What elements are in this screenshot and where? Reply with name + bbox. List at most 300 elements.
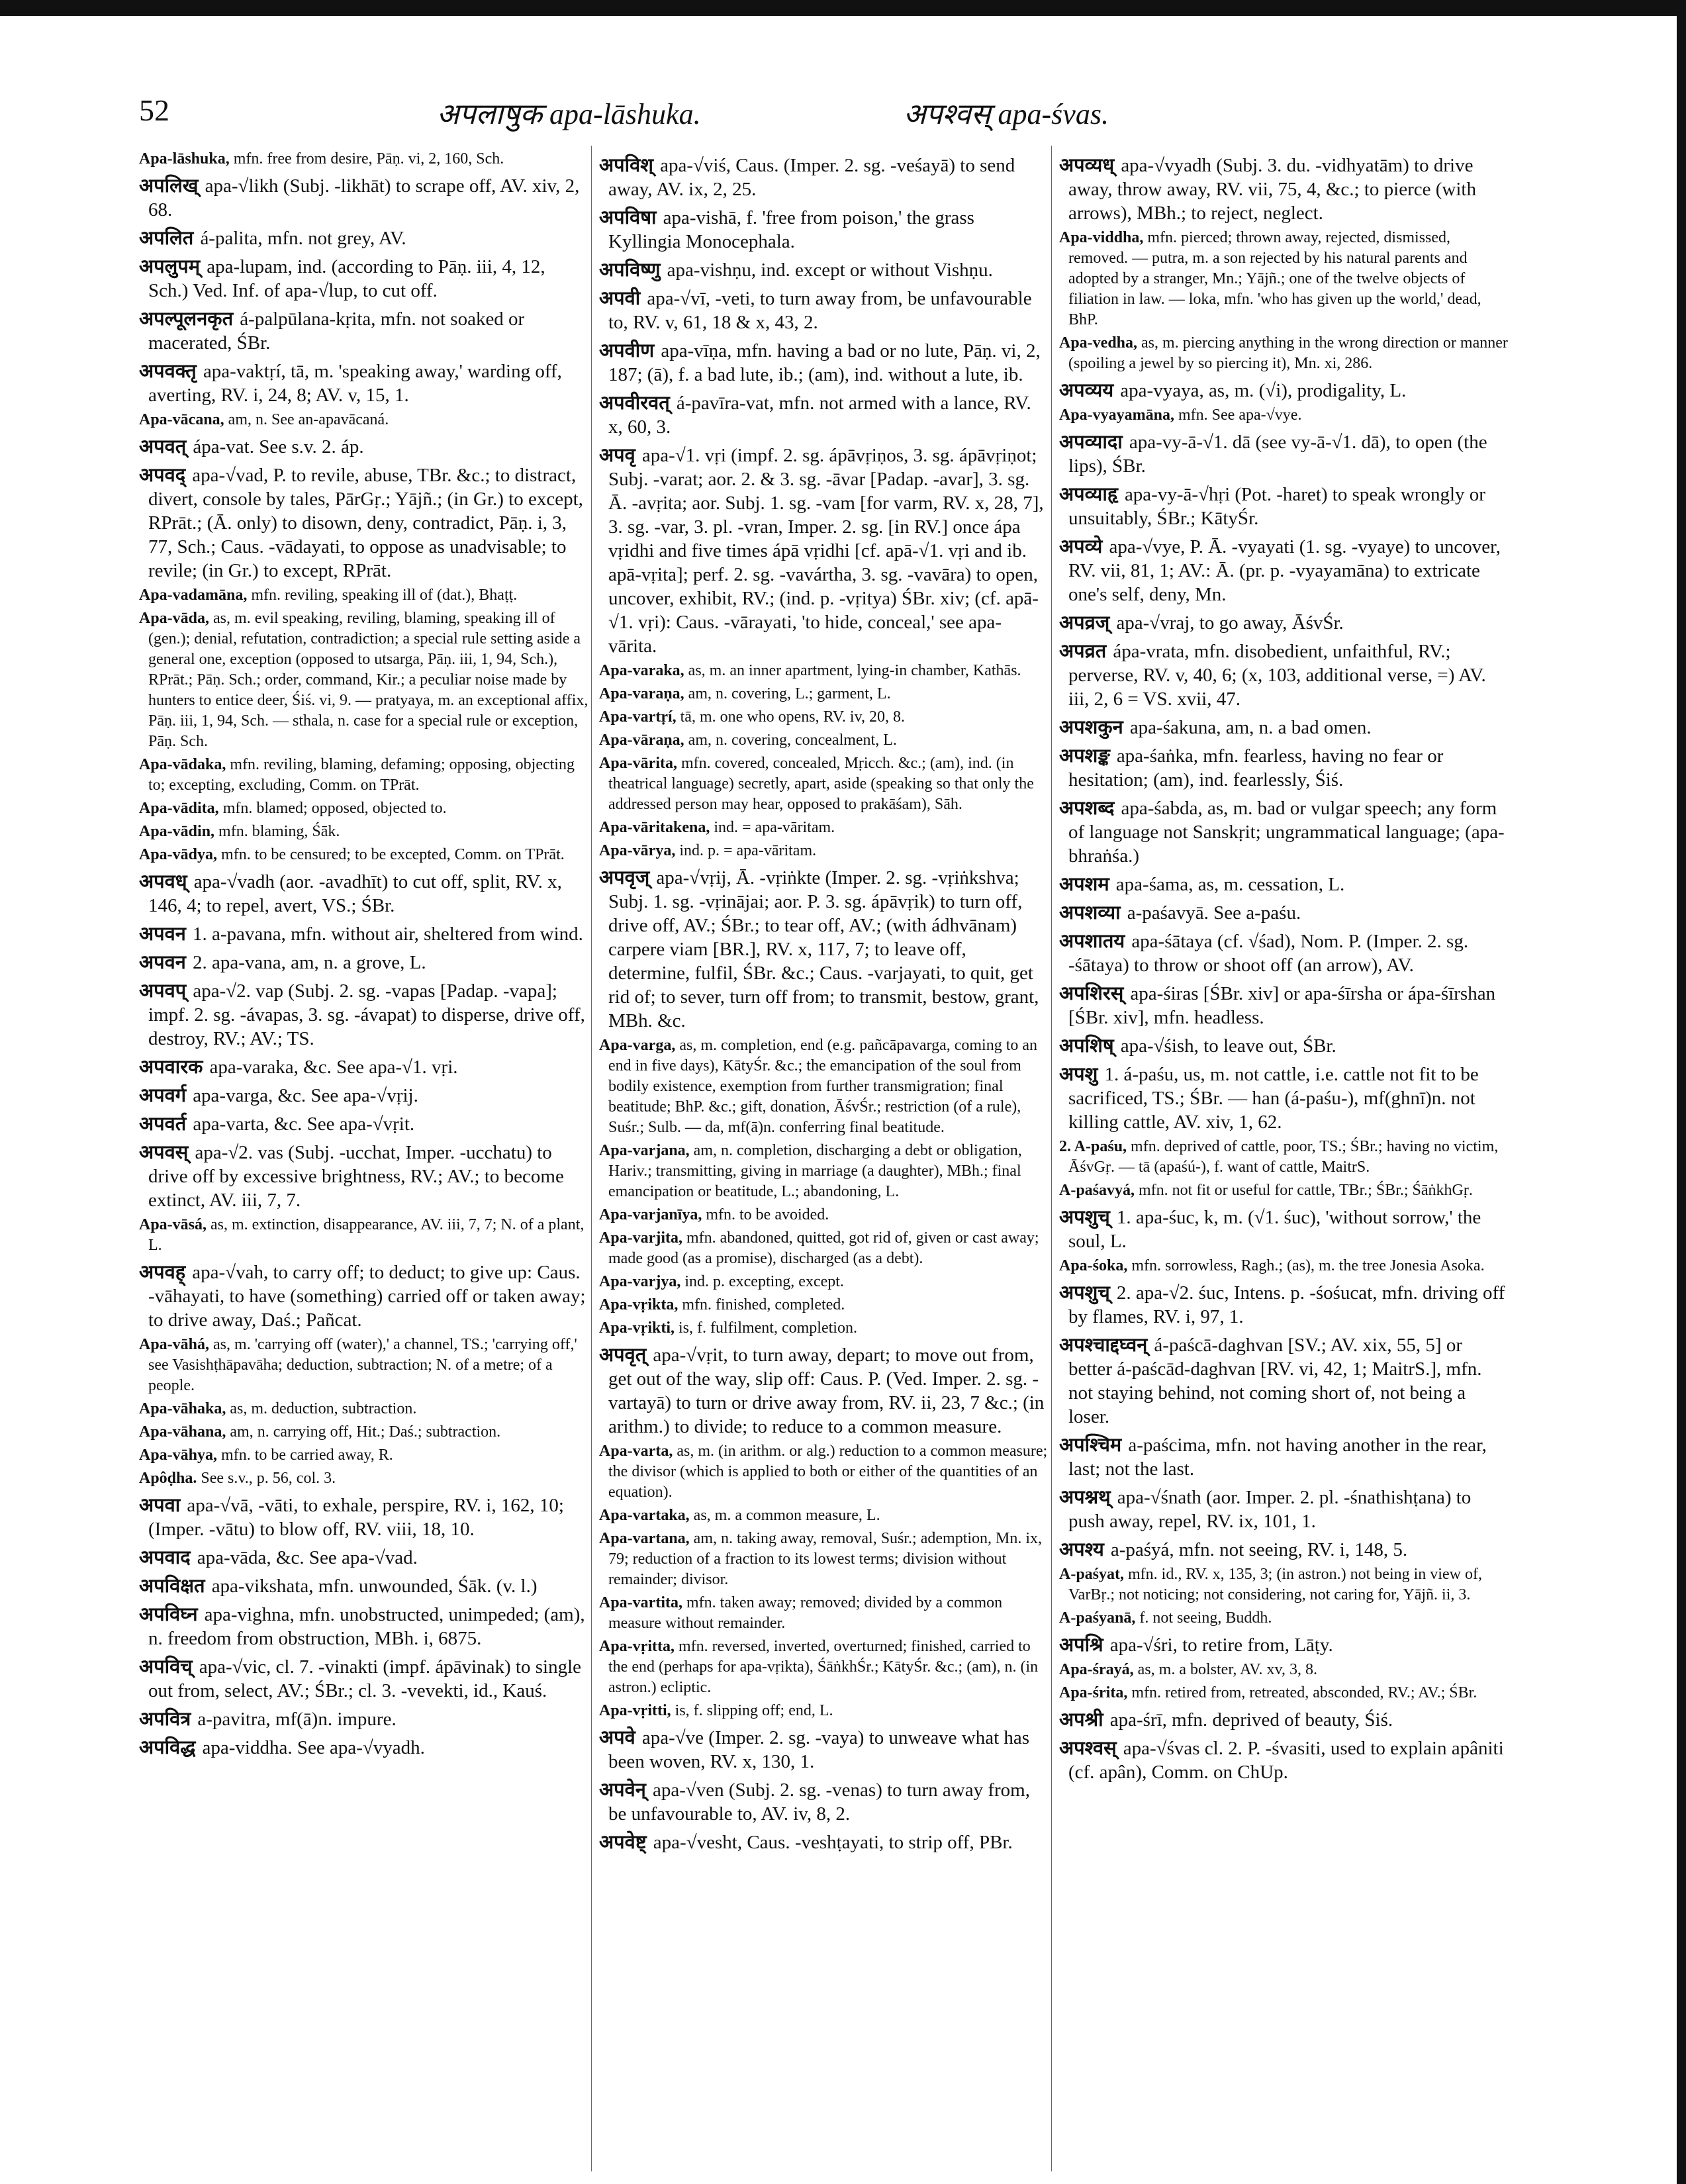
definition-text: mfn. covered, concealed, Mṛicch. &c.; (am), ind. (in theatrical language) secretly, apart, aside (speaking so that only the addressed person may hear, opposed to prakāśam), Sāh. xyxy=(608,755,1034,813)
sub-entry xyxy=(599,1295,1049,1315)
definition-text: as, m. deduction, subtraction. xyxy=(230,1400,417,1417)
headword: Apa-varaṇa, xyxy=(599,685,688,702)
definition-text: tā, m. one who opens, RV. iv, 20, 8. xyxy=(680,708,906,726)
headword: A-paśyanā, xyxy=(1059,1609,1140,1627)
sub-entry xyxy=(599,1701,1049,1721)
devanagari-headword: अपविषा xyxy=(599,206,663,228)
sub-entry xyxy=(1059,1683,1509,1703)
definition-text: apa-vīṇa, mfn. having a bad or no lute, Pāṇ. vi, 2, 187; (ā), f. a bad lute, ib.; (am), ind. without a lute, ib. xyxy=(608,340,1041,385)
sub-entry xyxy=(599,730,1049,751)
definition-text: mfn. finished, completed. xyxy=(682,1296,845,1313)
headword: Apa-vāsá, xyxy=(139,1216,211,1233)
main-entry xyxy=(139,173,589,222)
devanagari-headword: अपशुच् xyxy=(1059,1206,1117,1228)
definition-text: apa-√vī, -veti, to turn away from, be unfavourable to, RV. v, 61, 18 & x, 43, 2. xyxy=(608,288,1032,333)
definition-text: apa-√vye, P. Ā. -vyayati (1. sg. -vyaye) to uncover, RV. vii, 81, 1; AV.: Ā. (pr. p. -vyayamāna) to extricate one's self, deny, Mn. xyxy=(1068,536,1501,605)
devanagari-headword: अपव्याहृ xyxy=(1059,483,1125,505)
devanagari-headword: अपविच् xyxy=(139,1655,199,1678)
devanagari-headword: अपशम xyxy=(1059,873,1116,895)
headword: Apa-vāhya, xyxy=(139,1447,222,1464)
main-entry xyxy=(1059,1736,1509,1784)
headword: Apa-varjana, xyxy=(599,1142,694,1159)
sub-entry xyxy=(1059,1608,1509,1629)
devanagari-headword: अपविक्षत xyxy=(139,1574,212,1597)
column-divider xyxy=(1051,146,1052,2171)
definition-text: apa-śama, as, m. cessation, L. xyxy=(1115,874,1345,895)
headword: Apa-vādaka, xyxy=(139,756,230,773)
definition-text: apa-√vṛij, Ā. -vṛiṅkte (Imper. 2. sg. -vṛiṅkshva; Subj. 1. sg. -vṛinājai; aor. P. 3. sg. ápāvṛik) to turn off, drive off, AV.; ŚBr.; to tear off, AV.; (with ádhvānam) carpere viam [BR.], RV. x, 117, 7; to leave off, determine, fulfil, ŚBr. &c.; Caus. -varjayati, to quit, get rid of; to sever, turn off from; to transmit, bestow, grant, MBh. &c. xyxy=(608,867,1039,1031)
main-entry xyxy=(1059,610,1509,635)
definition-text: mfn. free from desire, Pāṇ. vi, 2, 160, Sch. xyxy=(233,150,504,167)
devanagari-headword: अपवृज् xyxy=(599,866,657,888)
main-entry xyxy=(1059,1433,1509,1481)
devanagari-headword: अपवध् xyxy=(139,870,194,892)
definition-text: apa-śātaya (cf. √śad), Nom. P. (Imper. 2. sg. -śātaya) to throw or shoot off (an arrow), AV. xyxy=(1068,931,1469,976)
devanagari-headword: अपशब्द xyxy=(1059,796,1121,819)
headword: Apa-vārya, xyxy=(599,842,680,859)
definition-text: is, f. slipping off; end, L. xyxy=(675,1702,833,1719)
definition-text: apa-√2. vap (Subj. 2. sg. -vapas [Padap. -vapa]; impf. 2. sg. -ávapas, 3. sg. -ávapat) to disperse, drive off, destroy, RV.; AV.; TS. xyxy=(148,980,585,1049)
sub-entry xyxy=(599,1637,1049,1698)
devanagari-headword: अपश्चाद्दघ्वन् xyxy=(1059,1333,1154,1356)
definition-text: apa-√vic, cl. 7. -vinakti (impf. ápāvinak) to single out from, select, AV.; ŚBr.; cl. 3. -vevekti, id., Kauś. xyxy=(148,1656,581,1701)
definition-text: apa-śabda, as, m. bad or vulgar speech; any form of language not Sanskṛit; ungrammatical language; (apa-bhraṅśa.) xyxy=(1068,798,1505,867)
headword: Apa-varjanīya, xyxy=(599,1206,706,1223)
main-entry xyxy=(1059,430,1509,478)
headword: Apa-śrayá, xyxy=(1059,1661,1138,1678)
sub-entry xyxy=(1059,1180,1509,1201)
devanagari-headword: अपशिष् xyxy=(1059,1034,1121,1057)
definition-text: mfn. deprived of cattle, poor, TS.; ŚBr.; having no victim, ĀśvGṛ. — tā (apaśú-), f. want of cattle, MaitrS. xyxy=(1068,1138,1499,1176)
definition-text: mfn. to be carried away, R. xyxy=(221,1447,393,1464)
main-entry xyxy=(599,443,1049,658)
devanagari-headword: अपव्रत xyxy=(1059,640,1113,662)
definition-text: is, f. fulfilment, completion. xyxy=(679,1319,857,1337)
definition-text: mfn. to be avoided. xyxy=(706,1206,829,1223)
main-entry xyxy=(139,463,589,583)
devanagari-headword: अपवे xyxy=(599,1726,642,1748)
column-divider xyxy=(591,146,592,2171)
sub-entry xyxy=(139,1422,589,1443)
main-entry xyxy=(1059,1537,1509,1562)
main-entry xyxy=(139,950,589,974)
headword: Apa-vedha, xyxy=(1059,334,1142,352)
definition-text: ind. = apa-vāritam. xyxy=(714,819,835,836)
devanagari-headword: अपशव्या xyxy=(1059,901,1127,924)
main-entry xyxy=(599,1830,1049,1854)
sub-entry xyxy=(139,845,589,865)
sub-entry xyxy=(599,1318,1049,1339)
definition-text: 1. apa-śuc, k, m. (√1. śuc), 'without sorrow,' the soul, L. xyxy=(1068,1207,1481,1252)
definition-text: apa-√śri, to retire from, Lāṭy. xyxy=(1109,1635,1333,1656)
devanagari-headword: अपविद्ध xyxy=(139,1736,203,1758)
definition-text: apa-śrī, mfn. deprived of beauty, Śiś. xyxy=(1109,1709,1393,1731)
devanagari-headword: अपश्वस् xyxy=(1059,1736,1123,1759)
main-entry xyxy=(599,286,1049,334)
devanagari-headword: अपवृ xyxy=(599,444,642,466)
definition-text: á-palpūlana-kṛita, mfn. not soaked or macerated, ŚBr. xyxy=(148,309,525,354)
definition-text: mfn. sorrowless, Ragh.; (as), m. the tree Jonesia Asoka. xyxy=(1131,1257,1485,1274)
definition-text: 2. apa-√2. śuc, Intens. p. -śośucat, mfn. driving off by flames, RV. i, 97, 1. xyxy=(1068,1282,1505,1327)
sub-entry xyxy=(1059,1256,1509,1276)
definition-text: apa-vāda, &c. See apa-√vad. xyxy=(197,1547,418,1568)
main-entry xyxy=(139,359,589,407)
devanagari-headword: अपवा xyxy=(139,1494,187,1516)
headword: Apôḍha. xyxy=(139,1470,201,1487)
headword: Apa-vāritakena, xyxy=(599,819,714,836)
main-entry xyxy=(1059,1280,1509,1329)
main-entry xyxy=(139,1735,589,1760)
headword: Apa-vyayamāna, xyxy=(1059,406,1179,424)
definition-text: apa-varaka, &c. See apa-√1. vṛi. xyxy=(209,1057,458,1078)
sub-entry xyxy=(139,1468,589,1489)
devanagari-headword: अपलिख् xyxy=(139,174,205,197)
definition-text: am, n. covering, concealment, L. xyxy=(688,732,897,749)
devanagari-headword: अपशकुन xyxy=(1059,716,1130,738)
main-entry xyxy=(139,1140,589,1212)
main-entry xyxy=(1059,743,1509,792)
headword: Apa-vārita, xyxy=(599,755,681,772)
main-entry xyxy=(139,254,589,303)
definition-text: a-pavitra, mf(ā)n. impure. xyxy=(197,1709,397,1730)
definition-text: am, n. taking away, removal, Suśr.; ademption, Mn. ix, 79; reduction of a fraction to its lowest terms; division without remainder; divisor. xyxy=(608,1530,1043,1588)
main-entry xyxy=(599,153,1049,201)
headword: Apa-vāraṇa, xyxy=(599,732,688,749)
devanagari-headword: अपव्रज् xyxy=(1059,611,1117,634)
definition-text: mfn. to be censured; to be excepted, Comm. on TPrāt. xyxy=(221,846,565,863)
headword: Apa-vāda, xyxy=(139,610,214,627)
devanagari-headword: अपशातय xyxy=(1059,929,1132,952)
devanagari-headword: अपश्री xyxy=(1059,1708,1110,1731)
definition-text: am, n. carrying off, Hit.; Daś.; subtraction. xyxy=(230,1423,501,1441)
main-entry xyxy=(599,1343,1049,1439)
definition-text: apa-vighna, mfn. unobstructed, unimpeded; (am), n. freedom from obstruction, MBh. i, 6875. xyxy=(148,1604,585,1649)
definition-text: as, m. a common measure, L. xyxy=(693,1507,880,1524)
main-entry xyxy=(1059,153,1509,225)
devanagari-headword: अपविघ्न xyxy=(139,1603,205,1625)
sub-entry xyxy=(139,149,589,169)
sub-entry xyxy=(139,1215,589,1256)
sub-entry xyxy=(599,1141,1049,1202)
dictionary-column-2 xyxy=(599,149,1049,2168)
devanagari-headword: अपवेन् xyxy=(599,1778,653,1801)
main-entry xyxy=(1059,981,1509,1029)
sub-entry xyxy=(599,818,1049,838)
devanagari-headword: अपवीरवत् xyxy=(599,391,677,414)
main-entry xyxy=(139,1654,589,1703)
definition-text: apa-viddha. See apa-√vyadh. xyxy=(202,1737,425,1758)
headword: Apa-śrita, xyxy=(1059,1684,1132,1701)
definition-text: ind. p. = apa-vāritam. xyxy=(679,842,817,859)
main-entry xyxy=(1059,900,1509,925)
main-entry xyxy=(599,865,1049,1033)
sub-entry xyxy=(599,1272,1049,1292)
definition-text: as, m. evil speaking, reviling, blaming, speaking ill of (gen.); denial, refutation, contradiction; a special rule setting aside a general one, exception (opposed to utsarga, Pāṇ. iii, 1, 94, Sch.), RPrāt.; Pāṇ. Sch.; order, command, Kir.; a peculiar noise made by hunters to entice deer, Śiś. vi, 9. — pratyaya, m. an exceptional affix, Pāṇ. iii, 1, 94, Sch. — sthala, n. case for a special rule or exception, Pāṇ. Sch. xyxy=(148,610,588,750)
sub-entry xyxy=(599,1593,1049,1634)
devanagari-headword: अपवेष्ट् xyxy=(599,1830,653,1853)
definition-text: apa-vishā, f. 'free from poison,' the grass Kyllingia Monocephala. xyxy=(608,207,974,252)
headword: Apa-varga, xyxy=(599,1037,680,1054)
main-entry xyxy=(599,1725,1049,1774)
sub-entry xyxy=(599,707,1049,728)
headword: Apa-vādita, xyxy=(139,800,223,817)
definition-text: mfn. reviling, speaking ill of (dat.), Bhaṭṭ. xyxy=(251,587,518,604)
definition-text: mfn. blaming, Śāk. xyxy=(218,823,340,840)
headword: Apa-vāhá, xyxy=(139,1336,214,1353)
definition-text: á-pavīra-vat, mfn. not armed with a lance, RV. x, 60, 3. xyxy=(608,393,1031,438)
sub-entry xyxy=(139,822,589,842)
devanagari-headword: अपवन xyxy=(139,922,193,945)
definition-text: a-paśyá, mfn. not seeing, RV. i, 148, 5. xyxy=(1110,1539,1408,1560)
definition-text: apa-vishṇu, ind. except or without Vishṇu. xyxy=(667,260,993,281)
devanagari-headword: अपवद् xyxy=(139,463,193,486)
definition-text: am, n. See an-apavācaná. xyxy=(228,411,389,428)
devanagari-headword: अपश्नथ् xyxy=(1059,1486,1117,1508)
headword: Apa-vṛitti, xyxy=(599,1702,675,1719)
sub-entry xyxy=(599,1441,1049,1503)
definition-text: apa-√śnath (aor. Imper. 2. pl. -śnathishṭana) to push away, repel, RV. ix, 101, 1. xyxy=(1068,1487,1472,1532)
main-entry xyxy=(139,1055,589,1079)
definition-text: apa-√vesht, Caus. -veshṭayati, to strip off, PBr. xyxy=(653,1832,1013,1853)
devanagari-headword: अपल्पूलनकृत xyxy=(139,307,240,330)
devanagari-headword: अपवर्त xyxy=(139,1112,193,1135)
headword: Apa-lāshuka, xyxy=(139,150,234,167)
devanagari-headword: अपवी xyxy=(599,287,647,309)
definition-text: apa-√1. vṛi (impf. 2. sg. ápāvṛiṇos, 3. sg. ápāvṛiṇot; Subj. -varat; aor. 2. & 3. sg. -āvar [Padap. -avar], 3. sg. Ā. -avṛita; aor. Subj. 1. sg. -vam [for varm, RV. x, 28, 7], 3. sg. -var, 3. pl. -vran, Imper. 2. sg. [in RV.] once ápa vṛidhi and five times ápā vṛidhi [cf. apā-√1. vṛi and ib. apā-vṛita]; perf. 2. sg. -vavártha, 3. sg. -vavāra) to open, uncover, exhibit, RV.; (ind. p. -vṛitya) ŚBr. xiv; (cf. apā-√1. vṛi): Caus. -vārayati, 'to hide, conceal,' see apa-vārita. xyxy=(608,445,1044,657)
sub-entry xyxy=(139,1445,589,1466)
definition-text: mfn. not fit or useful for cattle, TBr.; ŚBr.; ŚāṅkhGṛ. xyxy=(1139,1182,1473,1199)
definition-text: mfn. retired from, retreated, absconded, RV.; AV.; ŚBr. xyxy=(1131,1684,1477,1701)
devanagari-headword: अपवीण xyxy=(599,339,661,361)
sub-entry xyxy=(139,798,589,819)
definition-text: f. not seeing, Buddh. xyxy=(1139,1609,1272,1627)
definition-text: mfn. reversed, inverted, overturned; finished, carried to the end (perhaps for apa-vṛikta), ŚāṅkhŚr.; KātyŚr. &c.; (am), n. (in astron.) ecliptic. xyxy=(608,1638,1039,1696)
devanagari-headword: अपवक्तृ xyxy=(139,359,203,382)
devanagari-headword: अपशुच् xyxy=(1059,1281,1117,1304)
devanagari-headword: अपवन xyxy=(139,951,193,973)
definition-text: á-paścā-daghvan [SV.; AV. xix, 55, 5] or better á-paścād-daghvan [RV. vi, 42, 1; MaitrS.], mfn. not staying behind, not coming short of, not being a loser. xyxy=(1068,1335,1482,1427)
main-entry xyxy=(1059,1062,1509,1134)
main-entry xyxy=(139,1112,589,1136)
sub-entry xyxy=(599,1035,1049,1138)
definition-text: ápa-vrata, mfn. disobedient, unfaithful, RV.; perverse, RV. v, 40, 6; (x, 103, additional verse, =) AV. iii, 2, 6 = VS. xvii, 47. xyxy=(1068,641,1486,710)
sub-entry xyxy=(139,410,589,430)
definition-text: as, m. 'carrying off (water),' a channel, TS.; 'carrying off,' see Vasishṭhāpavāha; deduction, subtraction; N. of a metre; of a people. xyxy=(148,1336,577,1394)
main-entry xyxy=(139,1493,589,1541)
definition-text: mfn. id., RV. x, 135, 3; (in astron.) not being in view of, VarBṛ.; not noticing; not considering, not caring for, Yājñ. ii, 3. xyxy=(1068,1566,1482,1603)
main-entry xyxy=(1059,534,1509,606)
definition-text: apa-vy-ā-√hṛi (Pot. -haret) to speak wrongly or unsuitably, ŚBr.; KātyŚr. xyxy=(1068,484,1485,529)
main-entry xyxy=(1059,1205,1509,1253)
main-entry xyxy=(139,434,589,459)
definition-text: apa-vyaya, as, m. (√i), prodigality, L. xyxy=(1120,380,1407,401)
definition-text: mfn. reviling, blaming, defaming; opposing, objecting to; excepting, excluding, Comm. on TPrāt. xyxy=(148,756,575,794)
definition-text: mfn. pierced; thrown away, rejected, dismissed, removed. — putra, m. a son rejected by his natural parents and adopted by a stranger, Mn.; Yājñ.; one of the twelve objects of filiation in law. — loka, mfn. 'who has given up the world,' dead, BhP. xyxy=(1068,229,1481,328)
definition-text: apa-vy-ā-√1. dā (see vy-ā-√1. dā), to open (the lips), ŚBr. xyxy=(1068,432,1487,477)
sub-entry xyxy=(1059,1137,1509,1178)
headword: Apa-vartṛí, xyxy=(599,708,680,726)
devanagari-headword: अपविश् xyxy=(599,154,661,176)
sub-entry xyxy=(599,1529,1049,1590)
definition-text: apa-√2. vas (Subj. -ucchat, Imper. -ucchatu) to drive off by excessive brightness, RV.; AV.; to become extinct, AV. iii, 7, 7. xyxy=(148,1142,564,1211)
main-entry xyxy=(139,226,589,250)
main-entry xyxy=(139,1707,589,1731)
devanagari-headword: अपशिरस् xyxy=(1059,982,1131,1004)
devanagari-headword: अपवप् xyxy=(139,979,193,1002)
headword: Apa-vadamāna, xyxy=(139,587,252,604)
definition-text: apa-vaktṛí, tā, m. 'speaking away,' warding off, averting, RV. i, 24, 8; AV. v, 15, 1. xyxy=(148,361,562,406)
main-entry xyxy=(1059,872,1509,896)
definition-text: apa-√vyadh (Subj. 3. du. -vidhyatām) to drive away, throw away, RV. vii, 75, 4, &c.; to pierce (with arrows), MBh.; to reject, neglect. xyxy=(1068,155,1476,224)
main-entry xyxy=(1059,482,1509,530)
definition-text: am, n. covering, L.; garment, L. xyxy=(688,685,891,702)
headword: Apa-vṛikti, xyxy=(599,1319,679,1337)
sub-entry xyxy=(1059,1564,1509,1605)
headword: Apa-vartita, xyxy=(599,1594,686,1611)
main-entry xyxy=(139,1083,589,1108)
headword: Apa-vādya, xyxy=(139,846,222,863)
headword: Apa-vṛitta, xyxy=(599,1638,679,1655)
scan-top-edge xyxy=(0,0,1686,16)
sub-entry xyxy=(1059,228,1509,330)
devanagari-headword: अपवत् xyxy=(139,435,193,457)
sub-entry xyxy=(599,1228,1049,1269)
devanagari-headword: अपव्ये xyxy=(1059,535,1109,557)
main-entry xyxy=(599,391,1049,439)
sub-entry xyxy=(139,585,589,606)
definition-text: apa-śiras [ŚBr. xiv] or apa-śīrsha or ápa-śīrshan [ŚBr. xiv], mfn. headless. xyxy=(1068,983,1496,1028)
devanagari-headword: अपव्यादा xyxy=(1059,430,1129,453)
main-entry xyxy=(139,1574,589,1598)
sub-entry xyxy=(599,661,1049,681)
sub-entry xyxy=(599,684,1049,704)
devanagari-headword: अपवित्र xyxy=(139,1707,198,1730)
definition-text: apa-√likh (Subj. -likhāt) to scrape off, AV. xiv, 2, 68. xyxy=(148,175,580,220)
main-entry xyxy=(1059,639,1509,711)
running-head-left: अपलाषुक apa-lāshuka. xyxy=(437,98,701,130)
headword: Apa-varjya, xyxy=(599,1273,685,1290)
headword: Apa-śoka, xyxy=(1059,1257,1132,1274)
definition-text: apa-śakuna, am, n. a bad omen. xyxy=(1129,717,1372,738)
sub-entry xyxy=(599,841,1049,861)
sub-entry xyxy=(139,1335,589,1396)
definition-text: apa-vikshata, mfn. unwounded, Śāk. (v. l.) xyxy=(211,1576,538,1597)
headword: Apa-vṛikta, xyxy=(599,1296,682,1313)
dictionary-column-1 xyxy=(139,149,589,2168)
definition-text: 1. a-pavana, mfn. without air, sheltered from wind. xyxy=(192,924,583,945)
definition-text: apa-√vah, to carry off; to deduct; to give up: Caus. -vāhayati, to have (something) carried off or taken away; to drive away, Daś.; Pañcat. xyxy=(148,1262,586,1331)
main-entry xyxy=(139,1602,589,1650)
devanagari-headword: अपश्चिम xyxy=(1059,1433,1129,1456)
definition-text: a-paścima, mfn. not having another in the rear, last; not the last. xyxy=(1068,1435,1487,1480)
headword: Apa-varjita, xyxy=(599,1229,686,1247)
devanagari-headword: अपश्रि xyxy=(1059,1633,1110,1656)
main-entry xyxy=(599,338,1049,387)
sub-entry xyxy=(599,1505,1049,1526)
main-entry xyxy=(139,922,589,946)
main-entry xyxy=(1059,1333,1509,1429)
devanagari-headword: अपश्य xyxy=(1059,1538,1111,1560)
devanagari-headword: अपविष्णु xyxy=(599,258,667,281)
page-header xyxy=(139,93,1516,146)
running-head-right: अपश्वस् apa-śvas. xyxy=(904,98,1109,130)
main-entry xyxy=(139,307,589,355)
sub-entry xyxy=(1059,405,1509,426)
devanagari-headword: अपव्यध् xyxy=(1059,154,1121,176)
definition-text: apa-√śish, to leave out, ŚBr. xyxy=(1120,1035,1336,1057)
headword: Apa-viddha, xyxy=(1059,229,1148,246)
definition-text: 1. á-paśu, us, m. not cattle, i.e. cattle not fit to be sacrificed, TS.; ŚBr. — han (á-paśu-), mf(ghnī)n. not killing cattle, AV. xiv, 1, 62. xyxy=(1068,1064,1479,1133)
main-entry xyxy=(1059,715,1509,739)
headword: Apa-vāhana, xyxy=(139,1423,230,1441)
devanagari-headword: अपवाद xyxy=(139,1546,197,1568)
definition-text: apa-lupam, ind. (according to Pāṇ. iii, 4, 12, Sch.) Ved. Inf. of apa-√lup, to cut off. xyxy=(148,256,545,301)
devanagari-headword: अपलुपम् xyxy=(139,255,207,277)
devanagari-headword: अपवृत् xyxy=(599,1343,653,1366)
definition-text: apa-√vraj, to go away, ĀśvŚr. xyxy=(1116,612,1344,634)
scan-right-edge xyxy=(1677,0,1686,2184)
main-entry xyxy=(1059,796,1509,868)
main-entry xyxy=(139,869,589,918)
devanagari-headword: अपवारक xyxy=(139,1055,210,1078)
sub-entry xyxy=(139,755,589,796)
definition-text: as, m. extinction, disappearance, AV. iii, 7, 7; N. of a plant, L. xyxy=(148,1216,585,1254)
page-number: 52 xyxy=(139,93,169,127)
definition-text: as, m. a bolster, AV. xv, 3, 8. xyxy=(1137,1661,1317,1678)
definition-text: apa-√vad, P. to revile, abuse, TBr. &c.; to distract, divert, console by tales, PārGṛ.; Yājñ.; (in Gr.) to except, RPrāt.; (Ā. only) to disown, deny, contradict, Pāṇ. i, 3, 77, Sch.; Caus. -vādayati, to oppose as unadvisable; to revile; (in Gr.) to except, RPrāt. xyxy=(148,465,583,581)
definition-text: 2. apa-vana, am, n. a grove, L. xyxy=(192,952,426,973)
devanagari-headword: अपशु xyxy=(1059,1063,1105,1085)
headword: Apa-vācana, xyxy=(139,411,228,428)
headword: Apa-vartaka, xyxy=(599,1507,694,1524)
dictionary-column-3 xyxy=(1059,149,1509,2168)
devanagari-headword: अपवस् xyxy=(139,1141,195,1163)
main-entry xyxy=(1059,1633,1509,1657)
definition-text: as, m. completion, end (e.g. pañcāpavarga, coming to an end in five days), KātyŚr. &c.; the emancipation of the soul from bodily existence, exemption from further transmigration; final beatitude; BhP. &c.; gift, donation, ĀśvŚr.; restriction (of a rule), Suśr.; Sulb. — da, mf(ā)n. conferring final beatitude. xyxy=(608,1037,1038,1136)
main-entry xyxy=(139,1260,589,1332)
headword: 2. A-paśu, xyxy=(1059,1138,1131,1155)
definition-text: á-palita, mfn. not grey, AV. xyxy=(200,228,406,249)
definition-text: ápa-vat. See s.v. 2. áp. xyxy=(193,436,364,457)
headword: Apa-varaka, xyxy=(599,662,688,679)
headword: Apa-varta, xyxy=(599,1443,677,1460)
main-entry xyxy=(1059,929,1509,977)
sub-entry xyxy=(1059,333,1509,374)
devanagari-headword: अपशङ्क xyxy=(1059,744,1117,767)
devanagari-headword: अपवह् xyxy=(139,1260,193,1283)
main-entry xyxy=(599,1778,1049,1826)
sub-entry xyxy=(139,1399,589,1419)
definition-text: mfn. abandoned, quitted, got rid of, given or cast away; made good (as a promise), discharged (as a debt). xyxy=(608,1229,1039,1267)
sub-entry xyxy=(1059,1660,1509,1680)
definition-text: apa-√ve (Imper. 2. sg. -vaya) to unweave what has been woven, RV. x, 130, 1. xyxy=(608,1727,1030,1772)
sub-entry xyxy=(139,608,589,752)
definition-text: a-paśavyā. See a-paśu. xyxy=(1127,902,1301,924)
headword: Apa-vāhaka, xyxy=(139,1400,230,1417)
headword: A-paśyat, xyxy=(1059,1566,1129,1583)
main-entry xyxy=(139,978,589,1051)
definition-text: See s.v., p. 56, col. 3. xyxy=(201,1470,336,1487)
definition-text: apa-varga, &c. See apa-√vṛij. xyxy=(193,1085,418,1106)
headword: Apa-vādin, xyxy=(139,823,219,840)
main-entry xyxy=(599,205,1049,254)
definition-text: apa-varta, &c. See apa-√vṛit. xyxy=(193,1114,415,1135)
main-entry xyxy=(139,1545,589,1570)
main-entry xyxy=(599,258,1049,282)
definition-text: mfn. blamed; opposed, objected to. xyxy=(222,800,447,817)
definition-text: apa-√śvas cl. 2. P. -śvasiti, used to explain apâniti (cf. apân), Comm. on ChUp. xyxy=(1068,1738,1504,1783)
devanagari-headword: अपव्यय xyxy=(1059,379,1121,401)
